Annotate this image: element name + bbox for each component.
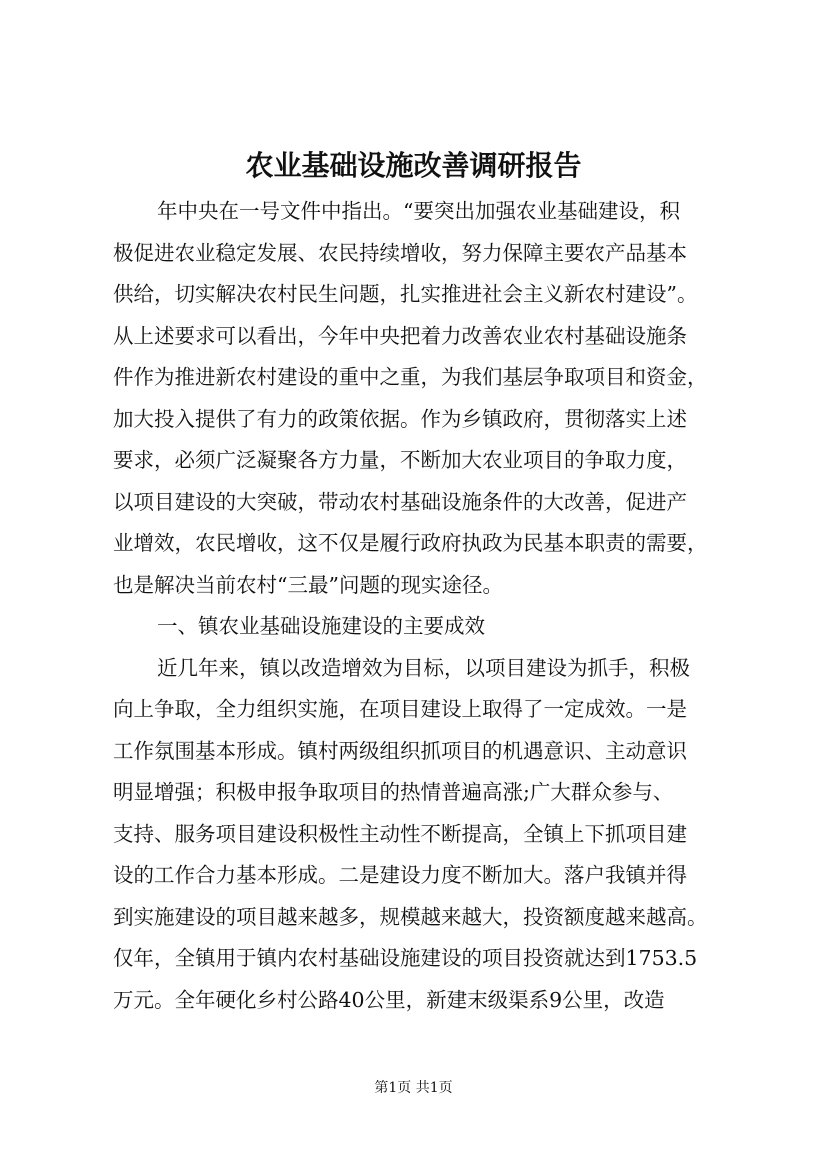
paragraph-line: 供给，切实解决农村民生问题，扎实推进社会主义新农村建设”。 bbox=[113, 282, 698, 306]
document-title: 农业基础设施改善调研报告 bbox=[245, 149, 582, 182]
paragraph-line: 明显增强；积极申报争取项目的热情普遍高涨;广大群众参与、 bbox=[113, 780, 674, 804]
paragraph-line: 工作氛围基本形成。镇村两级组织抓项目的机遇意识、主动意识 bbox=[113, 738, 687, 763]
paragraph-line: 仅年，全镇用于镇内农村基础设施建设的项目投资就达到1753.5 bbox=[113, 946, 698, 970]
paragraph-line: 要求，必须广泛凝聚各方力量，不断加大农业项目的争取力度， bbox=[113, 448, 687, 472]
paragraph-line: 设的工作合力基本形成。二是建设力度不断加大。落户我镇并得 bbox=[113, 863, 687, 887]
paragraph-line: 到实施建设的项目越来越多，规模越来越大，投资额度越来越高。 bbox=[113, 904, 708, 929]
paragraph-line: 从上述要求可以看出，今年中央把着力改善农业农村基础设施条 bbox=[113, 323, 687, 348]
paragraph-line: 以项目建设的大突破，带动农村基础设施条件的大改善，促进产 bbox=[113, 489, 687, 514]
paragraph-line: 极促进农业稳定发展、农民持续增收，努力保障主要农产品基本 bbox=[113, 240, 687, 265]
paragraph-line: 万元。全年硬化乡村公路40公里，新建末级渠系9公里，改造 bbox=[113, 987, 665, 1012]
document-body bbox=[113, 191, 713, 1021]
paragraph-line: 近几年来，镇以改造增效为目标，以项目建设为抓手，积极 bbox=[157, 655, 690, 680]
paragraph-line: 年中央在一号文件中指出。“要突出加强农业基础建设，积 bbox=[157, 199, 680, 223]
paragraph-line: 支持、服务项目建设积极性主动性不断提高，全镇上下抓项目建 bbox=[113, 821, 687, 846]
paragraph-line: 也是解决当前农村“三最”问题的现实途径。 bbox=[113, 572, 503, 597]
section-heading: 一、镇农业基础设施建设的主要成效 bbox=[157, 614, 485, 638]
paragraph-line: 件作为推进新农村建设的重中之重，为我们基层争取项目和资金， bbox=[113, 365, 708, 389]
paragraph-line: 向上争取，全力组织实施，在项目建设上取得了一定成效。一是 bbox=[113, 697, 687, 721]
paragraph-line: 业增效，农民增收，这不仅是履行政府执政为民基本职责的需要， bbox=[113, 531, 708, 555]
paragraph-line: 加大投入提供了有力的政策依据。作为乡镇政府，贯彻落实上述 bbox=[113, 406, 687, 431]
page-footer: 第1页 共1页 bbox=[374, 1080, 453, 1096]
